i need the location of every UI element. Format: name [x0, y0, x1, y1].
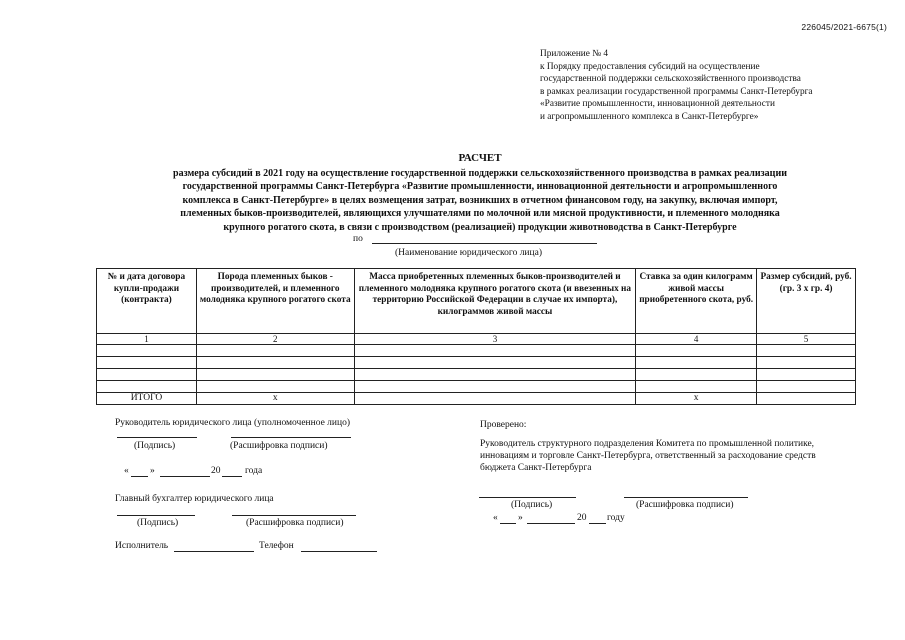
column-number: 4: [636, 334, 757, 345]
table-cell[interactable]: [636, 357, 757, 369]
year-suffix: году: [607, 513, 625, 523]
committee-date-year-field[interactable]: [589, 523, 606, 524]
total-cell[interactable]: [354, 393, 636, 405]
table-cell[interactable]: [97, 357, 197, 369]
date-year-field[interactable]: [222, 476, 242, 477]
committee-head-title: [480, 438, 816, 474]
table-header-row: [97, 269, 856, 334]
table-cell[interactable]: [757, 357, 856, 369]
column-header-mass: Масса приобретенных племенных быков-производителей и племенного молодняка крупного рогатого скота (и ввезенных на территорию Российской Федерации в случае их импорта), килограммов живой массы: [354, 269, 636, 334]
table-cell[interactable]: [354, 357, 636, 369]
head-of-entity-title: Руководитель юридического лица (уполномоченное лицо): [115, 418, 350, 428]
annex-line: государственной поддержки сельскохозяйственного производства: [540, 74, 801, 84]
decoding-caption: (Расшифровка подписи): [246, 518, 344, 528]
column-header-contract: № и дата договора купли-продажи (контракта): [97, 269, 197, 334]
calculation-table: [96, 268, 856, 405]
table-cell[interactable]: [196, 357, 354, 369]
organization-name-field[interactable]: [372, 243, 597, 244]
committee-decoding-field[interactable]: [624, 497, 748, 498]
decoding-caption: (Расшифровка подписи): [230, 441, 328, 451]
total-cell[interactable]: [757, 393, 856, 405]
table-row: [97, 381, 856, 393]
document-heading: РАСЧЕТ: [458, 152, 502, 164]
table-row: [97, 357, 856, 369]
column-number: 2: [196, 334, 354, 345]
column-header-breed: Порода племенных быков - производителей, и племенного молодняка крупного рогатого скота: [196, 269, 354, 334]
title-line: племенных быков-производителей, являющихся улучшателями по молочной или мясной продуктивности, и племенного молодняка: [180, 208, 780, 219]
executor-label: Исполнитель: [115, 541, 169, 551]
table-cell[interactable]: [97, 345, 197, 357]
annex-line: к Порядку предоставления субсидий на осуществление: [540, 61, 760, 72]
table-cell[interactable]: [97, 381, 197, 393]
table-row: [97, 345, 856, 357]
committee-signature-field[interactable]: [479, 497, 576, 498]
head-signature-field[interactable]: [117, 437, 197, 438]
table-cell[interactable]: [757, 369, 856, 381]
organization-name-caption: (Наименование юридического лица): [395, 248, 542, 258]
committee-line: инновациям и торговле Санкт-Петербурга, ответственный за расходование средств: [480, 451, 816, 461]
table-cell[interactable]: [636, 345, 757, 357]
signature-caption: (Подпись): [511, 500, 553, 510]
committee-date-day-field[interactable]: [500, 523, 516, 524]
column-header-subsidy: Размер субсидий, руб. (гр. 3 x гр. 4): [757, 269, 856, 334]
date-close-quote: »: [518, 513, 523, 523]
document-registration-number: 226045/2021-6675(1): [801, 22, 887, 32]
document-title-block: [60, 152, 900, 234]
column-number: 5: [757, 334, 856, 345]
table-cell[interactable]: [757, 381, 856, 393]
title-line: комплекса в Санкт-Петербурге» в целях возмещения затрат, возникших в отчетном финансовом году, на закупку, включая импорт,: [182, 194, 778, 206]
column-number: 1: [97, 334, 197, 345]
signature-caption: (Подпись): [134, 441, 176, 451]
by-label: по: [353, 234, 363, 244]
table-cell[interactable]: [354, 345, 636, 357]
table-cell[interactable]: [354, 381, 636, 393]
table-cell[interactable]: [757, 345, 856, 357]
title-line: крупного рогатого скота, в связи с производством (реализацией) продукции животноводства в Санкт-Петербурге: [223, 221, 737, 233]
annex-line: в рамках реализации государственной программы Санкт-Петербурга: [540, 86, 813, 97]
committee-line: бюджета Санкт-Петербурга: [480, 463, 592, 473]
table-cell[interactable]: [97, 369, 197, 381]
decoding-caption: (Расшифровка подписи): [636, 500, 734, 510]
signature-caption: (Подпись): [137, 518, 179, 528]
chief-accountant-title: Главный бухгалтер юридического лица: [115, 494, 274, 504]
phone-field[interactable]: [301, 551, 377, 552]
head-decoding-field[interactable]: [231, 437, 351, 438]
executor-field[interactable]: [174, 551, 254, 552]
table-cell[interactable]: [196, 345, 354, 357]
table-cell[interactable]: [636, 369, 757, 381]
table-cell[interactable]: [196, 381, 354, 393]
table-cell[interactable]: [196, 369, 354, 381]
committee-date-month-field[interactable]: [527, 523, 575, 524]
total-label: ИТОГО: [97, 393, 197, 405]
annex-line: и агропромышленного комплекса в Санкт-Петербурге»: [540, 111, 759, 122]
total-row: [97, 393, 856, 405]
annex-reference-block: [540, 48, 813, 123]
total-cell: х: [636, 393, 757, 405]
column-number: 3: [354, 334, 636, 345]
annex-line: «Развитие промышленности, инновационной деятельности: [540, 99, 775, 109]
title-line: размера субсидий в 2021 году на осуществление государственной поддержки сельскохозяйственного производства в рамках реализации: [173, 167, 787, 179]
year-prefix: 20: [577, 513, 587, 523]
checked-title: Проверено:: [480, 420, 527, 430]
phone-label: Телефон: [259, 541, 294, 551]
date-open-quote: «: [493, 513, 498, 523]
table-cell[interactable]: [354, 369, 636, 381]
annex-line: Приложение № 4: [540, 49, 609, 59]
total-cell: х: [196, 393, 354, 405]
title-line: государственной программы Санкт-Петербурга «Развитие промышленности, инновационной деятельности и агропромышленного: [182, 181, 778, 192]
date-day-field[interactable]: [131, 476, 148, 477]
accountant-decoding-field[interactable]: [232, 515, 356, 516]
date-month-field[interactable]: [160, 476, 210, 477]
year-prefix: 20: [211, 466, 221, 476]
year-suffix: года: [245, 466, 263, 476]
column-header-rate: Ставка за один килограмм живой массы приобретенного скота, руб.: [636, 269, 757, 334]
table-row: [97, 369, 856, 381]
accountant-signature-field[interactable]: [117, 515, 195, 516]
committee-line: Руководитель структурного подразделения Комитета по промышленной политике,: [480, 439, 815, 449]
date-close-quote: »: [150, 466, 155, 476]
table-cell[interactable]: [636, 381, 757, 393]
date-open-quote: «: [124, 466, 129, 476]
column-number-row: [97, 334, 856, 345]
